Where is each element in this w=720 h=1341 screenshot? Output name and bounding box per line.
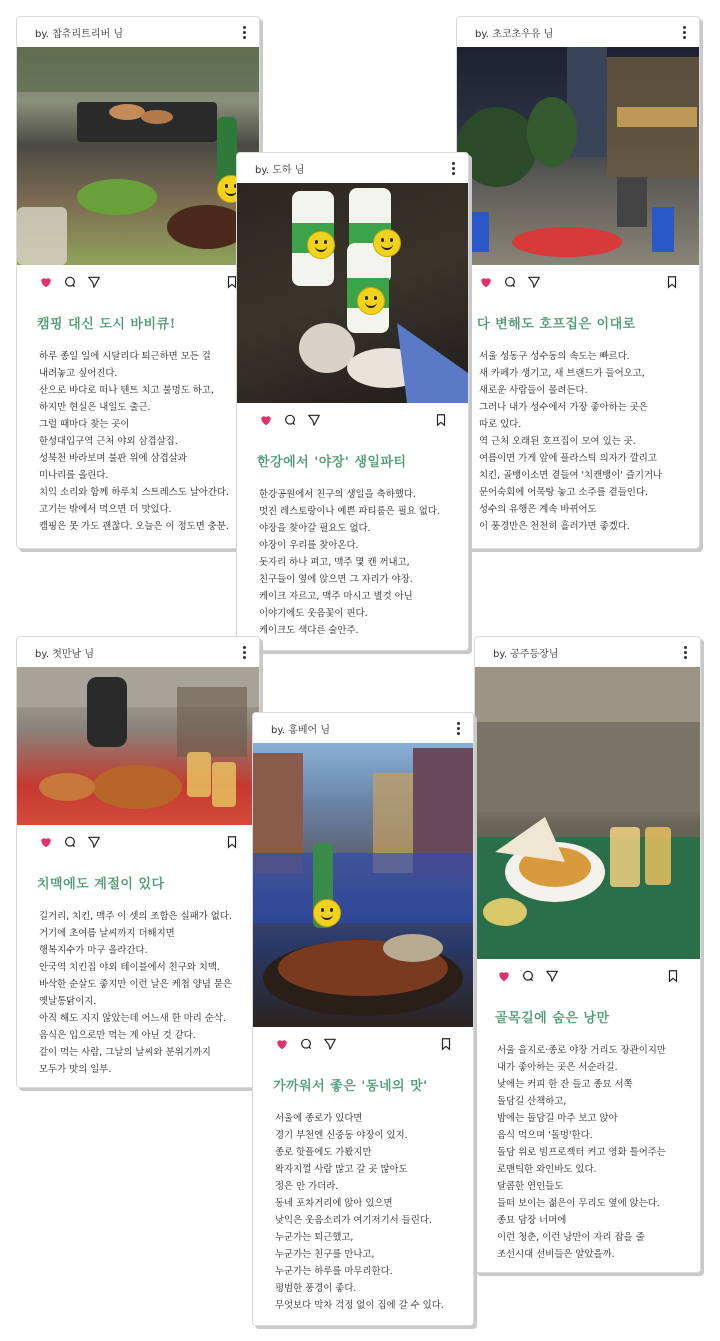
post-photo	[237, 183, 468, 403]
post-line: 동네 포차거리에 앉아 있으면	[275, 1198, 393, 1209]
post-line: 내려놓고 싶어진다.	[39, 368, 118, 379]
post-line: 음식 먹으며 '돌멍'한다.	[497, 1130, 593, 1141]
post-header	[17, 637, 259, 667]
post-title: 다 변해도 호프집은 이대로	[477, 317, 636, 332]
post-line: 야장을 찾아갈 필요도 없다.	[259, 523, 371, 534]
post-header	[253, 713, 473, 743]
post-line: 평범한 풍경이 좋다.	[275, 1283, 357, 1294]
post-line: 달콤한 연인들도	[497, 1181, 564, 1192]
post-body	[17, 348, 259, 535]
post-line: 멋진 레스토랑이나 예쁜 파티룸은 필요 없다.	[259, 506, 440, 517]
post-photo	[17, 47, 259, 265]
comment-icon[interactable]	[283, 413, 297, 427]
post-line: 한성대입구역 근처 야외 삼겹살집.	[39, 436, 178, 447]
share-icon[interactable]	[527, 275, 541, 289]
more-icon[interactable]	[682, 646, 688, 659]
post-line: 같이 먹는 사람, 그날의 날씨와 분위기까지	[39, 1047, 211, 1058]
post-line: 그럴 때마다 찾는 곳이	[39, 419, 130, 430]
post-line: 케이크 자르고, 맥주 마시고 별것 아닌	[259, 591, 413, 602]
post-line: 내가 좋아하는 곳은 서순라길.	[497, 1062, 618, 1073]
post-line: 고기는 밖에서 먹으면 더 맛있다.	[39, 504, 172, 515]
post-line: 무엇보다 막차 걱정 없이 집에 갈 수 있다.	[275, 1300, 444, 1311]
post-line: 산으로 바다로 떠나 텐트 치고 불멍도 하고,	[39, 385, 214, 396]
post-line: 치익 소리와 함께 하루치 스트레스도 날아간다.	[39, 487, 229, 498]
smiley-sticker	[313, 899, 341, 927]
comment-icon[interactable]	[299, 1037, 313, 1051]
post-author: by. 초코초우유 님	[475, 28, 554, 40]
comment-icon[interactable]	[63, 835, 77, 849]
post-photo	[475, 667, 700, 959]
post-line: 이야기에도 웃음꽃이 핀다.	[259, 608, 368, 619]
post-line: 서울 을지로·종로 야장 거리도 장관이지만	[497, 1045, 666, 1056]
post-line: 서울에 종로가 있다면	[275, 1113, 363, 1124]
more-icon[interactable]	[241, 26, 247, 39]
post-line: 길거리, 치킨, 맥주 이 셋의 조합은 실패가 없다.	[39, 911, 232, 922]
post-line: 친구들이 옆에 앉으면 그 자리가 야장.	[259, 574, 413, 585]
post-author: by. 찹츄리트리버 님	[35, 28, 123, 40]
post-line: 문어숙회에 어묵탕 놓고 소주를 곁들인다.	[479, 487, 648, 498]
bookmark-icon[interactable]	[439, 1037, 453, 1051]
post-line: 서울 성동구 성수동의 속도는 빠르다.	[479, 351, 630, 362]
smiley-sticker	[307, 231, 335, 259]
post-line: 치킨, 골뱅이소면 곁들여 '치캔뱅이' 즐기거나	[479, 470, 663, 481]
share-icon[interactable]	[87, 835, 101, 849]
post-title: 한강에서 '야장' 생일파티	[257, 455, 407, 470]
post-body	[475, 1042, 700, 1263]
post-line: 이런 청춘, 이런 낭만이 자리 잡을 줄	[497, 1232, 645, 1243]
post-line: 행복지수가 마구 올라간다.	[39, 945, 148, 956]
post-line: 미나리를 올린다.	[39, 470, 109, 481]
post-line: 케이크도 색다른 술안주.	[259, 625, 359, 636]
heart-icon[interactable]	[275, 1037, 289, 1051]
post-author: by. 도하 님	[255, 164, 305, 176]
heart-icon[interactable]	[39, 835, 53, 849]
post-card-hangang	[236, 152, 469, 651]
post-line: 한강공원에서 친구의 생일을 축하했다.	[259, 489, 416, 500]
post-title: 가까워서 좋은 '동네의 맛'	[273, 1079, 428, 1094]
post-line: 성북천 바라보며 불판 위에 삼겹살과	[39, 453, 187, 464]
post-body	[17, 908, 259, 1078]
post-header	[475, 637, 700, 667]
post-line: 바삭한 순살도 좋지만 이런 날은 케첩 양념 묻은	[39, 979, 232, 990]
more-icon[interactable]	[681, 26, 687, 39]
post-actions	[237, 403, 468, 437]
post-line: 성수의 유행은 계속 바뀌어도	[479, 504, 597, 515]
post-actions	[17, 825, 259, 859]
share-icon[interactable]	[87, 275, 101, 289]
post-line: 종로 핫플에도 가봤지만	[275, 1147, 372, 1158]
bookmark-icon[interactable]	[665, 275, 679, 289]
post-card-alley	[474, 636, 701, 1273]
heart-icon[interactable]	[39, 275, 53, 289]
post-line: 야장이 우리를 찾아온다.	[259, 540, 359, 551]
post-header	[237, 153, 468, 183]
comment-icon[interactable]	[63, 275, 77, 289]
post-photo	[17, 667, 259, 825]
post-title: 캠핑 대신 도시 바비큐!	[37, 317, 176, 332]
post-header	[17, 17, 259, 47]
share-icon[interactable]	[323, 1037, 337, 1051]
post-line: 돗자리 하나 펴고, 맥주 몇 캔 꺼내고,	[259, 557, 410, 568]
post-line: 왁자지껄 사람 많고 갈 곳 많아도	[275, 1164, 408, 1175]
post-body	[457, 348, 699, 535]
heart-icon[interactable]	[259, 413, 273, 427]
post-line: 누군가는 친구를 만나고,	[275, 1249, 375, 1260]
post-author: by. 공주등장님	[493, 648, 559, 660]
smiley-sticker	[357, 287, 385, 315]
post-actions	[475, 959, 700, 993]
post-line: 캠핑은 못 가도 괜찮다. 오늘은 이 정도면 충분.	[39, 521, 229, 532]
post-line: 역 근처 오래된 호프집이 모여 있는 곳.	[479, 436, 636, 447]
post-line: 거기에 초여름 날씨까지 더해지면	[39, 928, 175, 939]
post-line: 하루 종일 일에 시달리다 퇴근하면 모든 걸	[39, 351, 211, 362]
post-title: 골목길에 숨은 낭만	[495, 1011, 610, 1026]
post-line: 안국역 치킨집 야외 테이블에서 친구와 치맥.	[39, 962, 220, 973]
post-line: 이 풍경만은 천천히 흘러가면 좋겠다.	[479, 521, 630, 532]
post-author: by. 홍베어 님	[271, 724, 331, 736]
bookmark-icon[interactable]	[225, 835, 239, 849]
bookmark-icon[interactable]	[434, 413, 448, 427]
post-line: 낮에는 커피 한 잔 들고 종묘 서쪽	[497, 1079, 633, 1090]
post-line: 그러나 내가 성수에서 가장 좋아하는 곳은	[479, 402, 648, 413]
post-line: 종묘 담장 너머에	[497, 1215, 567, 1226]
post-actions	[17, 265, 259, 299]
post-photo	[457, 47, 699, 265]
post-actions	[457, 265, 699, 299]
post-line: 음식은 입으로만 먹는 게 아닌 것 같다.	[39, 1030, 196, 1041]
post-line: 밤에는 돌담길 마주 보고 앉아	[497, 1113, 618, 1124]
post-line: 누군가는 하루를 마무리한다.	[275, 1266, 393, 1277]
smiley-sticker	[373, 229, 401, 257]
post-title: 치맥에도 계절이 있다	[37, 877, 165, 892]
post-line: 옛날통닭이지.	[39, 996, 97, 1007]
comment-icon[interactable]	[521, 969, 535, 983]
post-line: 새로운 사람들이 몰려든다.	[479, 385, 588, 396]
post-body	[253, 1110, 473, 1314]
post-line: 정은 안 가더라.	[275, 1181, 339, 1192]
post-line: 모두가 맛의 일부.	[39, 1064, 112, 1075]
post-line: 로맨틱한 와인바도 있다.	[497, 1164, 597, 1175]
more-icon[interactable]	[455, 722, 461, 735]
more-icon[interactable]	[241, 646, 247, 659]
post-line: 돌담 위로 빔프로젝터 켜고 영화 틀어주는	[497, 1147, 666, 1158]
post-card-chimaek	[16, 636, 260, 1088]
post-line: 하지만 현실은 내일도 출근.	[39, 402, 151, 413]
share-icon[interactable]	[307, 413, 321, 427]
post-line: 새 카페가 생기고, 새 브랜드가 들어오고,	[479, 368, 645, 379]
post-body	[237, 486, 468, 639]
post-line: 따로 있다.	[479, 419, 522, 430]
comment-icon[interactable]	[503, 275, 517, 289]
post-header	[457, 17, 699, 47]
post-line: 낮익은 웃음소리가 여기저기서 들린다.	[275, 1215, 432, 1226]
bookmark-icon[interactable]	[666, 969, 680, 983]
post-line: 누군가는 퇴근했고,	[275, 1232, 354, 1243]
post-line: 아직 해도 지지 않았는데 어느새 한 마리 순삭.	[39, 1013, 226, 1024]
post-actions	[253, 1027, 473, 1061]
heart-icon[interactable]	[479, 275, 493, 289]
post-line: 조선시대 선비들은 알았을까.	[497, 1249, 615, 1260]
post-line: 여름이면 가게 앞에 플라스틱 의자가 깔리고	[479, 453, 657, 464]
heart-icon[interactable]	[497, 969, 511, 983]
post-card-bbq	[16, 16, 260, 549]
post-photo	[253, 743, 473, 1027]
more-icon[interactable]	[450, 162, 456, 175]
post-card-hof	[456, 16, 700, 549]
post-card-neighborhood	[252, 712, 474, 1326]
share-icon[interactable]	[545, 969, 559, 983]
post-line: 경기 부천엔 신중동 야장이 있지.	[275, 1130, 408, 1141]
post-line: 들떠 보이는 젊은이 무리도 옆에 앉는다.	[497, 1198, 660, 1209]
post-line: 돌담길 산책하고,	[497, 1096, 567, 1107]
post-author: by. 첫만남 님	[35, 648, 95, 660]
